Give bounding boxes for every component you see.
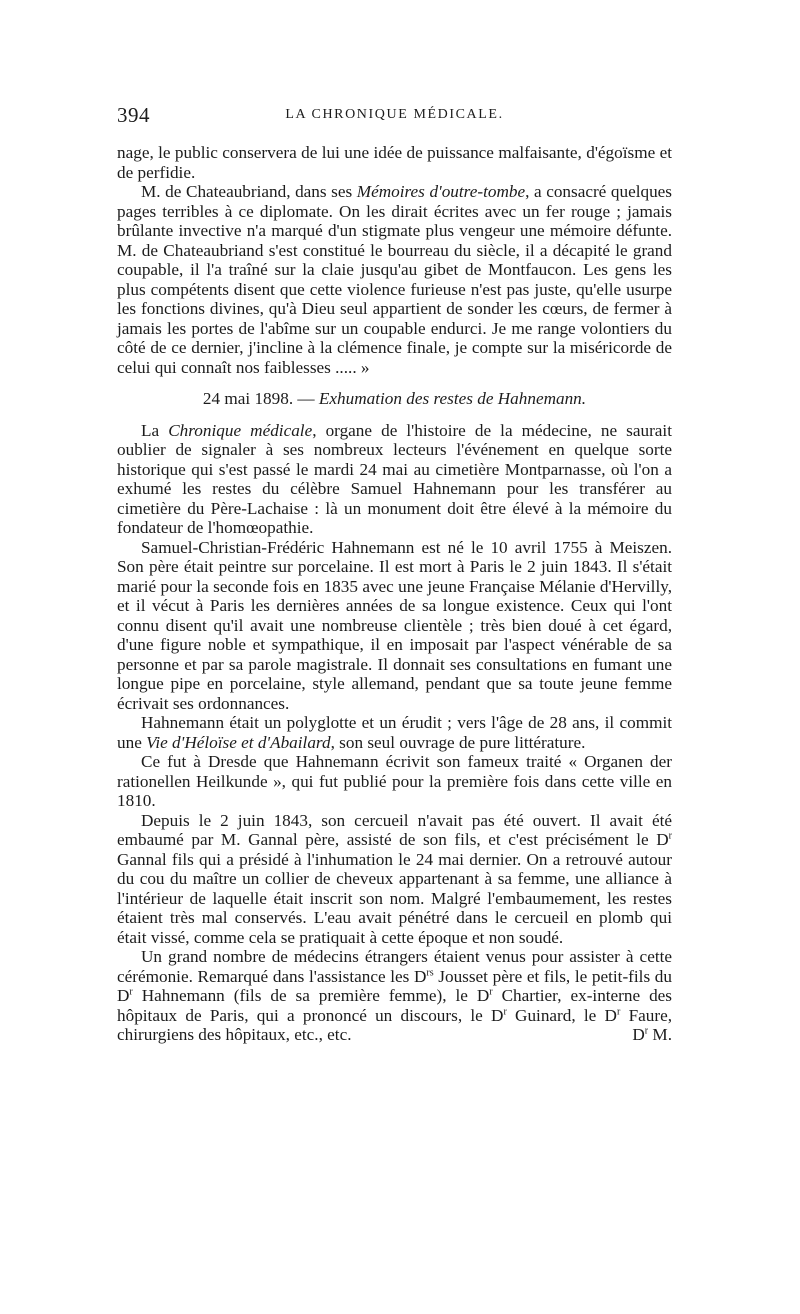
dateline-title: Exhumation des restes de Hahnemann.	[318, 389, 587, 408]
text-run: Jousset père et fils, le petit-fils du D	[117, 966, 672, 1005]
page-header	[117, 103, 672, 133]
text-run: Faure, chirurgiens des hôpitaux, etc., etc.	[117, 1005, 673, 1044]
paragraph-coffin	[117, 811, 672, 948]
running-title: LA CHRONIQUE MÉDICALE.	[285, 107, 504, 122]
signature-d: D	[632, 1025, 645, 1044]
superscript: r	[503, 1005, 507, 1017]
page-number: 394	[117, 103, 150, 127]
author-signature	[608, 1025, 672, 1045]
text-run: Guinard, le D	[506, 1005, 617, 1025]
signature-initial: M.	[648, 1025, 672, 1044]
superscript: r	[616, 1005, 621, 1017]
text-run: , organe de l'histoire de la médecine, ne saurait oublier de signaler à ses nombreux lecteurs l'événement en quelque sorte historique qui s'est passé le mardi 24 mai au cimetière Montparnasse, où l'on a exhumé les restes du célèbre Samuel Hahnemann pour les transférer au cimetière du Père-Lachaise : là un monument doit être élevé à la mémoire du fondateur de l'homœopathie.	[117, 420, 672, 537]
superscript: rs	[426, 966, 434, 978]
text-run: Hahnemann était un polyglotte et un érudit ; vers l'âge de 28 ans, il commit une	[117, 713, 672, 752]
paragraph-polyglot	[117, 713, 672, 752]
paragraph-chateaubriand	[117, 182, 672, 377]
signature-superscript: r	[644, 1025, 649, 1037]
text-run: Gannal fils qui a présidé à l'inhumation le 24 mai dernier. On a retrouvé autour du cou du maître un collier de cheveux appartenant à sa femme, une alliance à l'intérieur de laquelle était inscrit son nom. Malgré l'embaumement, les restes étaient très mal conservés. L'eau avait pénétré dans le cercueil en plomb qui était vissé, comme cela se pratiquait à cette époque et non soudé.	[117, 849, 672, 947]
paragraph-attendance	[117, 947, 672, 1045]
text-run: , a consacré quelques pages terribles à ce diplomate. On les dirait écrites avec un fer rouge ; jamais brûlante invective n'a marqué d'un stigmate plus vengeur une mémoire défunte. M. de Chateaubriand s'est constitué le bourreau du siècle, il a décapité le grand coupable, il l'a traîné sur la claie jusqu'au gibet de Montfaucon. Les gens les plus compétents disent que cette violence furieuse n'est pas juste, qu'elle usurpe les fonctions divines, qu'à Dieu seul appartient de sonder les cœurs, de fermer à jamais les portes de l'abîme sur un coupable endurci. Je me range volontiers du côté de ce dernier, j'incline à la clémence finale, je compte sur la miséricorde de celui qui connaît nos faiblesses ..... »	[117, 182, 672, 377]
paragraph-organon: Ce fut à Dresde que Hahnemann écrivit son fameux traité « Organen der rationellen Heilkunde », qui fut publié pour la première fois dans cette ville en 1810.	[117, 752, 672, 810]
section-dateline	[117, 389, 672, 409]
paragraph-continuation: nage, le public conservera de lui une idée de puissance malfaisante, d'égoïsme et de perfidie.	[117, 143, 672, 182]
text-run: , son seul ouvrage de pure littérature.	[330, 732, 586, 752]
text-run: La	[141, 420, 169, 440]
text-run: Hahnemann (fils de sa première femme), le D	[132, 986, 490, 1005]
paragraph-biography: Samuel-Christian-Frédéric Hahnemann est né le 10 avril 1755 à Meiszen. Son père était peintre sur porcelaine. Il est mort à Paris le 2 juin 1843. Il s'était marié pour la seconde fois en 1835 avec une jeune Française Mélanie d'Hervilly, et il vécut à Paris les dernières années de sa longue existence. Ceux qui l'ont connu disent qu'il avait une nombreuse clientèle ; très bien doué à cet égard, d'une figure noble et sympathique, il en imposait par l'aspect vénérable de sa personne et par sa parole magistrale. Il donnait ses consultations en fumant une longue pipe en porcelaine, style allemand, pendant que sa toute jeune femme écrivait ses ordonnances.	[117, 537, 672, 713]
book-title-memoires: Mémoires d'outre-tombe	[356, 182, 526, 201]
page-body	[117, 143, 672, 1045]
superscript: r	[129, 986, 133, 998]
text-run: Un grand nombre de médecins étrangers étaient venus pour assister à cette cérémonie. Remarqué dans l'assistance les D	[117, 947, 672, 986]
dateline-date: 24 mai 1898. —	[202, 389, 319, 408]
journal-title: Chronique médicale	[168, 420, 313, 440]
text-run: M. de Chateaubriand, dans ses	[141, 182, 357, 201]
paragraph-exhumation	[117, 421, 672, 538]
superscript: r	[668, 830, 672, 842]
text-run: Chartier, ex-interne des hôpitaux de Paris, qui a prononcé un discours, le D	[117, 986, 672, 1025]
book-title-heloise: Vie d'Héloïse et d'Abailard	[146, 732, 331, 752]
superscript: r	[489, 986, 493, 998]
text-run: Depuis le 2 juin 1843, son cercueil n'avait pas été ouvert. Il avait été embaumé par M. Gannal père, assisté de son fils, et c'est précisément le D	[117, 810, 672, 849]
